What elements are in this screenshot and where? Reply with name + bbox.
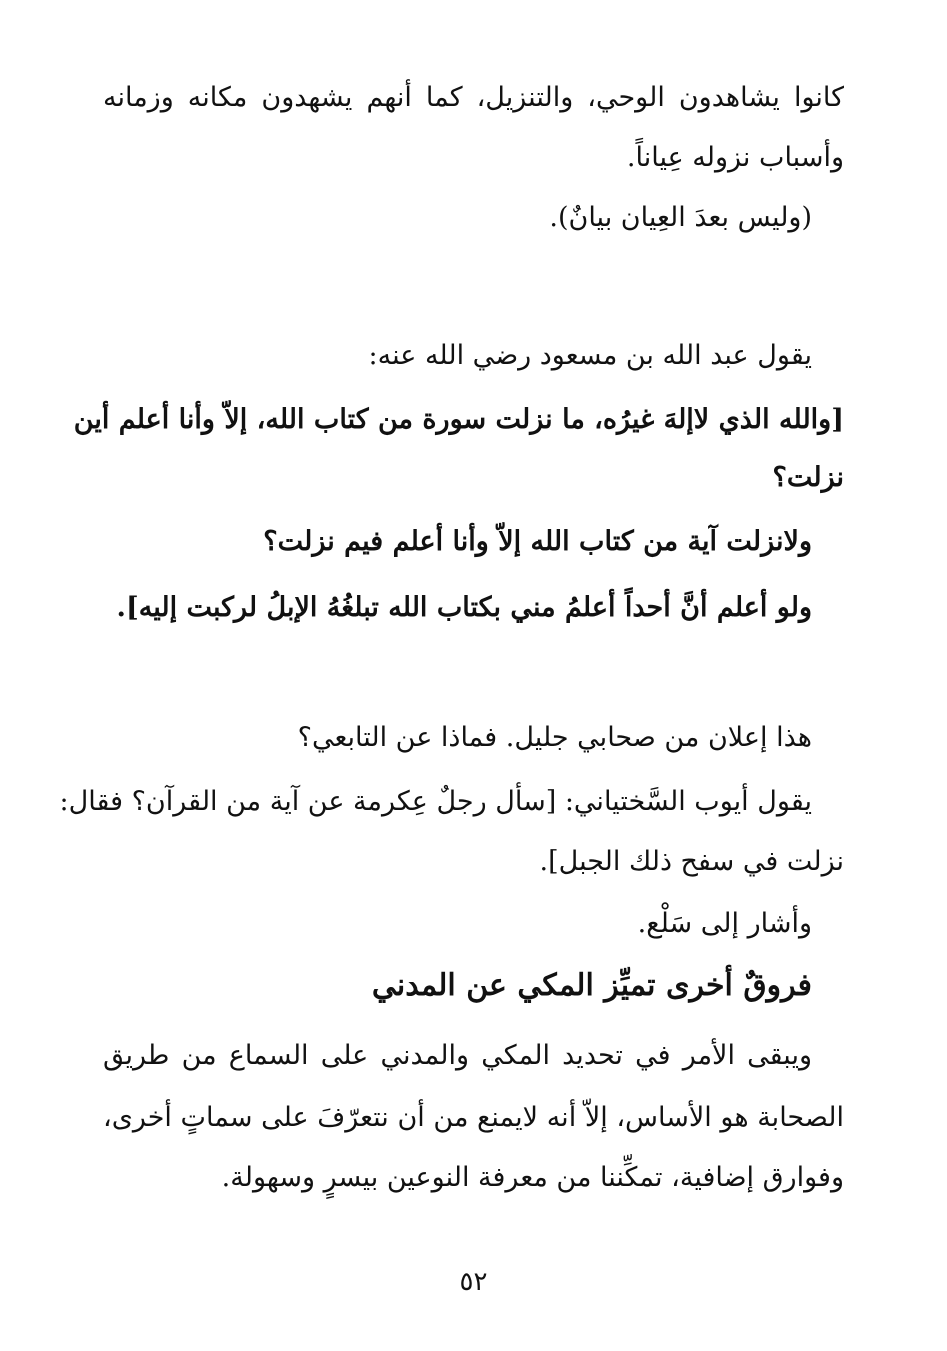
text-line-ayyub: يقول أيوب السَّختياني: [سأل رجلٌ عِكرمة عن آية من القرآن؟ فقال: bbox=[59, 786, 812, 817]
quote-line-2: نزلت؟ bbox=[772, 462, 844, 493]
quote-line-3: ولانزلت آية من كتاب الله إلاّ وأنا أعلم فيم نزلت؟ bbox=[263, 526, 812, 557]
quote-line-4: ولو أعلم أنَّ أحداً أعلمُ مني بكتاب الله تبلغُهُ الإبلُ لركبت إليه]. bbox=[116, 592, 812, 623]
quote-line-1: [والله الذي لاإلهَ غيرُه، ما نزلت سورة من كتاب الله، إلاّ وأنا أعلم أين bbox=[73, 404, 844, 435]
text-line-1: كانوا يشاهدون الوحي، والتنزيل، كما أنهم يشهدون مكانه وزمانه bbox=[103, 82, 844, 113]
text-line-jabal: نزلت في سفح ذلك الجبل]. bbox=[539, 846, 844, 877]
text-line-sala: وأشار إلى سَلْع. bbox=[637, 908, 812, 939]
text-line-ibn-masud: يقول عبد الله بن مسعود رضي الله عنه: bbox=[368, 340, 812, 371]
page-number: ٥٢ bbox=[459, 1267, 488, 1297]
para-line-2: الصحابة هو الأساس، إلاّ أنه لايمنع من أن نتعرّفَ على سماتٍ أخرى، bbox=[103, 1102, 844, 1133]
para-line-3: وفوارق إضافية، تمكِّننا من معرفة النوعين بيسرٍ وسهولة. bbox=[221, 1162, 844, 1193]
section-heading: فروقٌ أخرى تميِّز المكي عن المدني bbox=[371, 968, 812, 1003]
text-line-tabii: هذا إعلان من صحابي جليل. فماذا عن التابعي؟ bbox=[297, 722, 812, 753]
para-line-1: ويبقى الأمر في تحديد المكي والمدني على السماع من طريق bbox=[103, 1040, 812, 1071]
text-line-2: وأسباب نزوله عِياناً. bbox=[626, 142, 844, 173]
quote-line: (وليس بعدَ العِيان بيانٌ). bbox=[549, 202, 812, 233]
